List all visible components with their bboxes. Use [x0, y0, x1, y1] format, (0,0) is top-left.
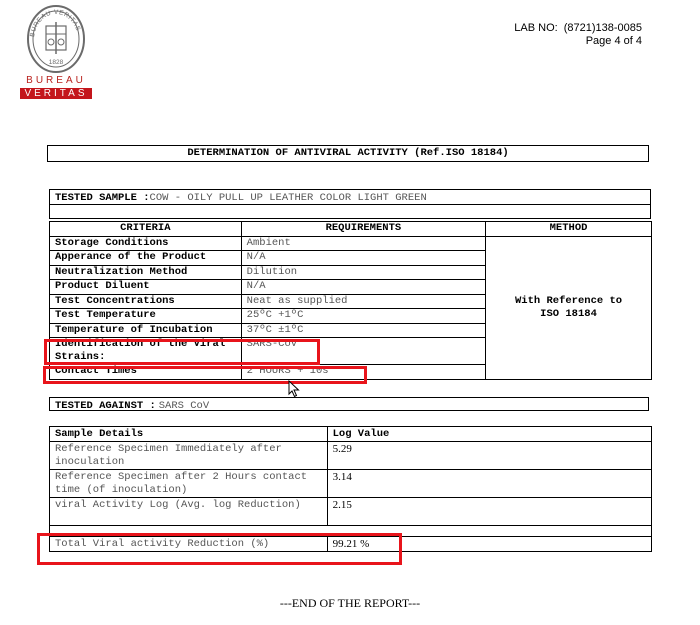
- criteria-cell: Storage Conditions: [50, 236, 242, 251]
- requirement-cell: N/A: [241, 280, 485, 295]
- sample-detail-cell: Reference Specimen Immediately after inoculation: [50, 442, 328, 470]
- seal-icon: [20, 4, 92, 74]
- report-title: DETERMINATION OF ANTIVIRAL ACTIVITY (Ref.ISO 18184): [47, 145, 649, 162]
- tested-sample-box: [49, 189, 651, 219]
- highlight-contact-times: [43, 366, 367, 384]
- requirement-cell: Ambient: [241, 236, 485, 251]
- table-row: [50, 442, 652, 470]
- tested-sample-value: COW - OILY PULL UP LEATHER COLOR LIGHT GREEN: [149, 192, 427, 204]
- logo-word-veritas: VERITAS: [20, 88, 92, 99]
- requirement-cell: 2 HOURS + 10s: [241, 365, 485, 380]
- lab-number-label: LAB NO:: [514, 22, 558, 34]
- requirement-cell: 25ºC +1ºC: [241, 309, 485, 324]
- criteria-cell: Test Concentrations: [50, 294, 242, 309]
- lab-number-value: (8721)138-0085: [563, 22, 642, 34]
- criteria-cell: Temperature of Incubation: [50, 323, 242, 338]
- page-number: Page 4 of 4: [585, 35, 642, 47]
- requirement-cell: SARS-CoV: [241, 338, 485, 365]
- table-row: [50, 470, 652, 498]
- tested-against-label: TESTED AGAINST :: [55, 400, 156, 412]
- requirements-header: REQUIREMENTS: [241, 222, 485, 237]
- bureau-veritas-logo: [20, 4, 96, 98]
- log-header-row: [50, 427, 652, 442]
- log-value-cell: 2.15: [327, 498, 651, 526]
- tested-against-value: SARS CoV: [158, 400, 210, 412]
- highlight-total-reduction: [37, 533, 402, 565]
- requirement-cell: Neat as supplied: [241, 294, 485, 309]
- log-value-cell: 3.14: [327, 470, 651, 498]
- method-header: METHOD: [486, 222, 652, 237]
- mouse-pointer-icon: [288, 380, 302, 398]
- seal-year: 1828: [48, 59, 64, 66]
- table-row: [50, 498, 652, 526]
- criteria-cell: Identification of the Viral Strains:: [50, 338, 242, 365]
- criteria-cell: Contact Times: [50, 365, 242, 380]
- tested-sample-label: TESTED SAMPLE :: [55, 192, 150, 204]
- table-row: [50, 236, 652, 251]
- total-detail-cell: Total Viral activity Reduction (%): [50, 537, 328, 552]
- requirement-cell: 37ºC ±1ºC: [241, 323, 485, 338]
- lab-number: [514, 22, 642, 34]
- sample-details-header: Sample Details: [50, 427, 328, 442]
- highlight-viral-strains: [44, 339, 320, 365]
- log-value-cell: 5.29: [327, 442, 651, 470]
- total-value-cell: 99.21 %: [327, 537, 651, 552]
- log-value-header: Log Value: [327, 427, 651, 442]
- criteria-header-row: [50, 222, 652, 237]
- criteria-header: CRITERIA: [50, 222, 242, 237]
- tested-sample-line: [50, 190, 650, 205]
- tested-against-box: [49, 397, 649, 411]
- method-cell: [486, 236, 652, 379]
- sample-detail-cell: viral Activity Log (Avg. log Reduction): [50, 498, 328, 526]
- end-of-report: ---END OF THE REPORT---: [279, 596, 421, 610]
- sample-detail-cell: Reference Specimen after 2 Hours contact time (of inoculation): [50, 470, 328, 498]
- criteria-cell: Product Diluent: [50, 280, 242, 295]
- criteria-cell: Neutralization Method: [50, 265, 242, 280]
- requirement-cell: N/A: [241, 251, 485, 266]
- criteria-cell: Apperance of the Product: [50, 251, 242, 266]
- requirement-cell: Dilution: [241, 265, 485, 280]
- criteria-cell: Test Temperature: [50, 309, 242, 324]
- logo-word-bureau: BUREAU: [26, 75, 86, 86]
- seal-ring-text: BUREAU VERITAS: [29, 8, 82, 38]
- method-text: With Reference to ISO 18184: [514, 294, 623, 320]
